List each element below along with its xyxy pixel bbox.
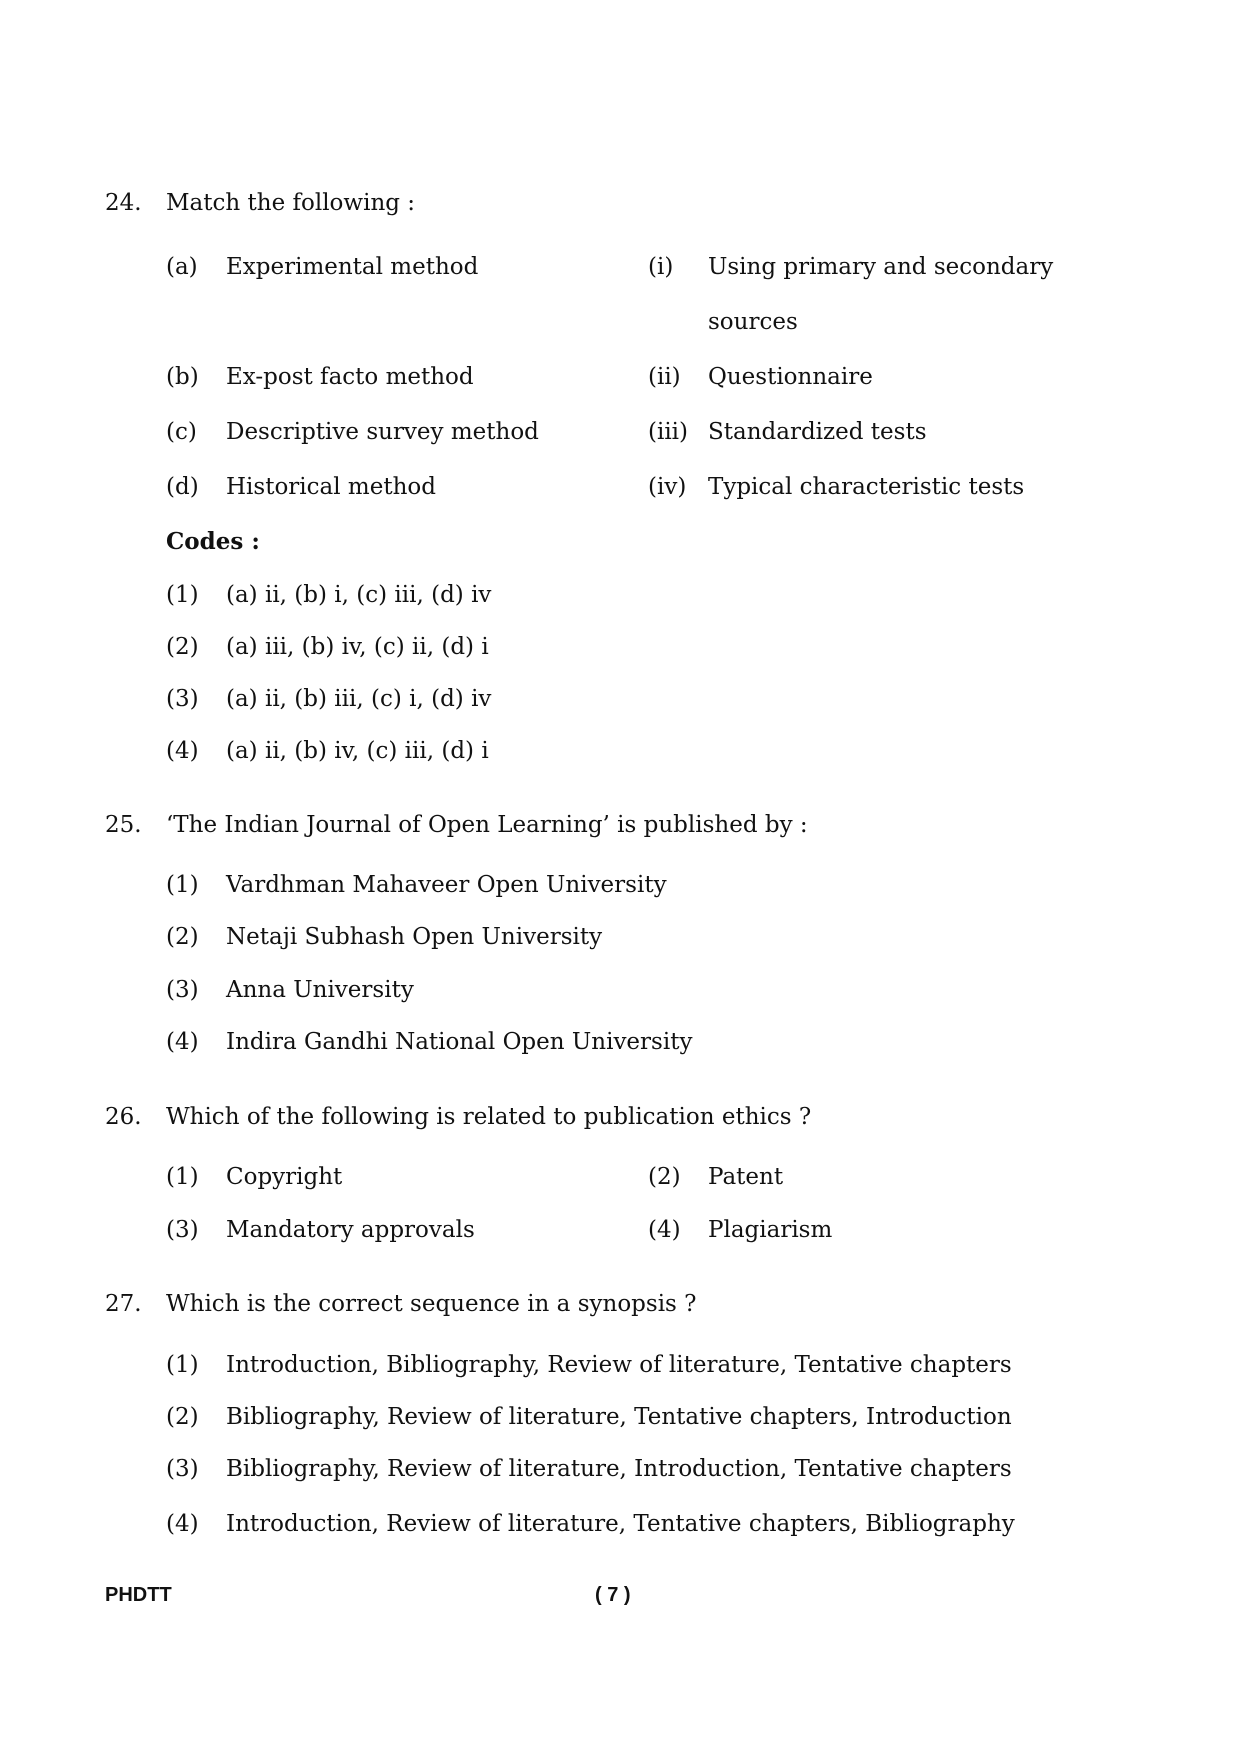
- option-label: (1): [166, 1352, 199, 1378]
- option-label: (2): [166, 924, 199, 950]
- option-text: (a) iii, (b) iv, (c) ii, (d) i: [226, 634, 489, 660]
- option-text: Indira Gandhi National Open University: [226, 1029, 693, 1055]
- option-label: (2): [166, 634, 199, 660]
- question-number: 25.: [105, 812, 142, 838]
- match-left-label: (d): [166, 474, 199, 500]
- option-label: (4): [648, 1217, 681, 1243]
- match-left-text: Historical method: [226, 474, 436, 500]
- option-text: Netaji Subhash Open University: [226, 924, 603, 950]
- question-number: 26.: [105, 1104, 142, 1130]
- match-left-text: Ex-post facto method: [226, 364, 474, 390]
- match-left-label: (b): [166, 364, 199, 390]
- option-text: Copyright: [226, 1164, 343, 1190]
- option-label: (4): [166, 1511, 199, 1537]
- question-text: Match the following :: [166, 190, 416, 216]
- question-text: Which is the correct sequence in a synopsis ?: [166, 1291, 697, 1317]
- question-text: ‘The Indian Journal of Open Learning’ is published by :: [166, 812, 808, 838]
- option-text: Plagiarism: [708, 1217, 833, 1243]
- option-label: (1): [166, 872, 199, 898]
- paper-code: PHDTT: [105, 1584, 172, 1606]
- option-text: Anna University: [226, 977, 414, 1003]
- option-text: Introduction, Review of literature, Tentative chapters, Bibliography: [226, 1511, 1015, 1537]
- option-label: (3): [166, 686, 199, 712]
- question-text: Which of the following is related to publication ethics ?: [166, 1104, 812, 1130]
- option-text: Introduction, Bibliography, Review of literature, Tentative chapters: [226, 1352, 1012, 1378]
- option-text: (a) ii, (b) i, (c) iii, (d) iv: [226, 582, 492, 608]
- option-label: (4): [166, 738, 199, 764]
- match-right-label: (i): [648, 254, 674, 280]
- codes-heading: Codes :: [166, 528, 260, 555]
- option-label: (4): [166, 1029, 199, 1055]
- match-left-text: Descriptive survey method: [226, 419, 539, 445]
- option-label: (2): [166, 1404, 199, 1430]
- match-right-text-continued: sources: [708, 309, 798, 335]
- option-text: Vardhman Mahaveer Open University: [226, 872, 667, 898]
- match-right-text: Questionnaire: [708, 364, 873, 390]
- option-text: (a) ii, (b) iii, (c) i, (d) iv: [226, 686, 492, 712]
- option-label: (1): [166, 582, 199, 608]
- option-text: Mandatory approvals: [226, 1217, 475, 1243]
- option-label: (3): [166, 1456, 199, 1482]
- option-label: (2): [648, 1164, 681, 1190]
- match-right-label: (ii): [648, 364, 681, 390]
- option-text: Bibliography, Review of literature, Introduction, Tentative chapters: [226, 1456, 1012, 1482]
- question-number: 27.: [105, 1291, 142, 1317]
- match-left-text: Experimental method: [226, 254, 479, 280]
- option-label: (3): [166, 977, 199, 1003]
- match-right-label: (iii): [648, 419, 689, 445]
- option-label: (3): [166, 1217, 199, 1243]
- match-right-text: Typical characteristic tests: [708, 474, 1025, 500]
- match-left-label: (c): [166, 419, 197, 445]
- question-number: 24.: [105, 190, 142, 216]
- option-text: Bibliography, Review of literature, Tentative chapters, Introduction: [226, 1404, 1012, 1430]
- match-right-text: Standardized tests: [708, 419, 927, 445]
- match-left-label: (a): [166, 254, 198, 280]
- option-text: (a) ii, (b) iv, (c) iii, (d) i: [226, 738, 489, 764]
- page-number: ( 7 ): [595, 1584, 631, 1606]
- match-right-text: Using primary and secondary: [708, 254, 1054, 280]
- option-text: Patent: [708, 1164, 784, 1190]
- match-right-label: (iv): [648, 474, 687, 500]
- option-label: (1): [166, 1164, 199, 1190]
